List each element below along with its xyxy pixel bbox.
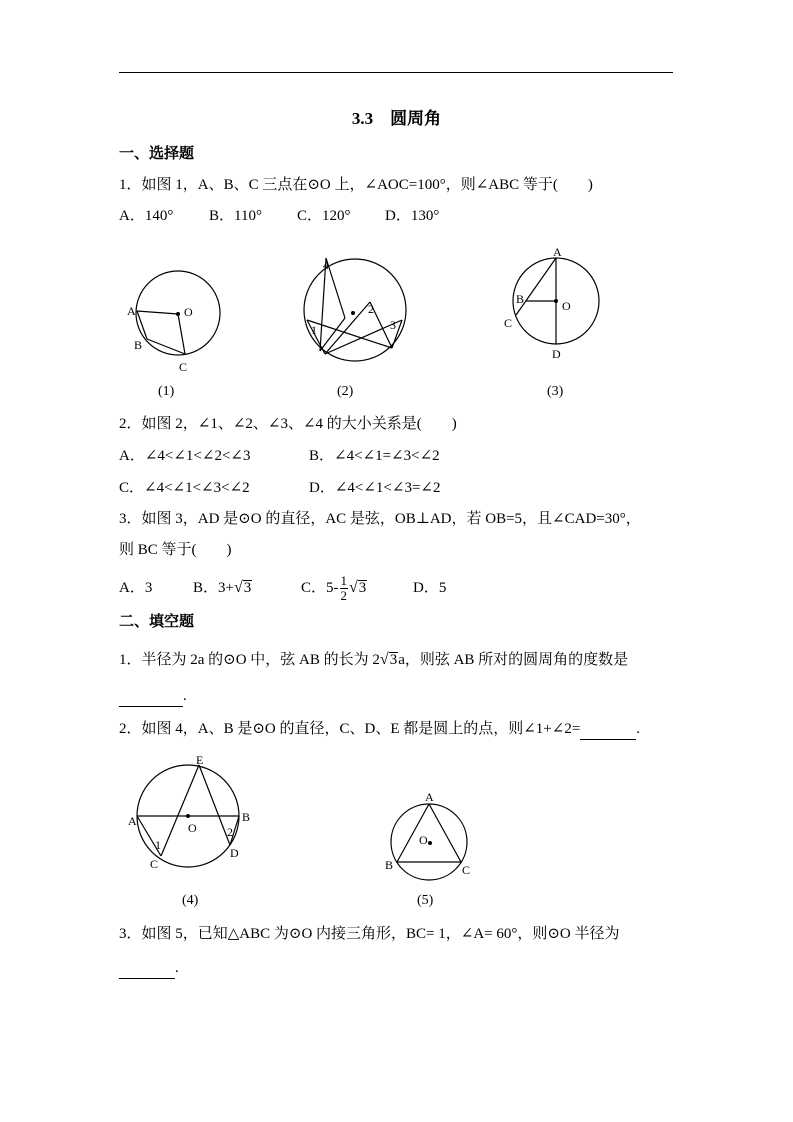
fig3-label-b: B: [516, 292, 525, 306]
fig5-line-ac: [429, 804, 461, 862]
fig4-label-o: O: [188, 821, 197, 835]
fig4-label-a: A: [128, 814, 137, 828]
radical-sign: √: [233, 578, 243, 596]
q2-stem: 2．如图 2，∠1、∠2、∠3、∠4 的大小关系是( ): [119, 416, 457, 432]
q3-option-c-sqrt: 3: [358, 579, 367, 596]
q3-option-b-prefix: B．3+: [193, 579, 234, 596]
q3-option-a: A．3: [119, 579, 153, 596]
fig1-label-c: C: [179, 360, 188, 374]
fig4-label-d: D: [230, 846, 239, 860]
section-choice: 一、选择题: [119, 146, 195, 162]
q1-option-c: C．120°: [297, 208, 351, 224]
fig2-label-4: 4: [323, 258, 329, 272]
q3-option-b-sqrt: 3: [243, 579, 252, 596]
fig5-label-o: O: [419, 833, 428, 847]
fig3-label-a: A: [553, 245, 562, 259]
fig2-caption: (2): [337, 384, 354, 399]
f3-answer-line: [119, 958, 179, 979]
fig4-label-b: B: [242, 810, 251, 824]
q1-stem: 1．如图 1，A、B、C 三点在⊙O 上，∠AOC=100°，则∠ABC 等于( ): [119, 177, 593, 193]
q3-option-d: D．5: [413, 579, 447, 596]
fig3-label-o: O: [562, 299, 571, 313]
section-fill: 二、填空题: [119, 614, 195, 630]
f1-suffix: a，则弦 AB 所对的圆周角的度数是: [398, 652, 629, 668]
radical-sign: √: [349, 578, 358, 596]
f2-end: .: [636, 721, 641, 737]
q3-option-c-prefix: C．5-: [301, 579, 339, 596]
fig5-center-dot: [428, 841, 432, 845]
fig5-label-a: A: [425, 790, 434, 804]
fig1-caption: (1): [158, 384, 175, 399]
fig5-label-c: C: [462, 863, 471, 877]
q3-stem-2: 则 BC 等于( ): [119, 542, 232, 558]
f1-sqrt: 3: [389, 652, 398, 668]
q2-option-d: D．∠4<∠1<∠3=∠2: [309, 480, 441, 496]
q2-option-a: A．∠4<∠1<∠2<∠3: [119, 448, 251, 464]
fig4-label-2: 2: [227, 825, 233, 839]
fig2-label-3: 3: [390, 318, 396, 332]
fraction-denominator: 2: [340, 588, 348, 603]
q1-option-d: D．130°: [385, 208, 440, 224]
fig1-label-o: O: [184, 305, 193, 319]
radical-sign: √: [379, 651, 389, 668]
fig4-label-1: 1: [155, 838, 161, 852]
page-title: 3.3 圆周角: [351, 109, 442, 128]
fig2-label-1: 1: [311, 323, 317, 337]
f3-end: .: [175, 960, 179, 976]
f1-end: .: [183, 688, 187, 704]
fig2-label-2: 2: [368, 302, 374, 316]
f2-stem: 2．如图 4，A、B 是⊙O 的直径，C、D、E 都是圆上的点，则∠1+∠2=: [119, 721, 581, 737]
fig4-caption: (4): [182, 893, 199, 908]
fig3-caption: (3): [547, 384, 564, 399]
f1-prefix: 1．半径为 2a 的⊙O 中，弦 AB 的长为 2: [119, 652, 380, 668]
q3-stem: 3．如图 3，AD 是⊙O 的直径，AC 是弦，OB⊥AD，若 OB=5，且∠CAD=30°，: [119, 511, 641, 527]
f3-stem: 3．如图 5，已知△ABC 为⊙O 内接三角形，BC= 1，∠A= 60°，则⊙O 半径为: [119, 926, 620, 942]
fig4-label-c: C: [150, 857, 159, 871]
fig3-label-d: D: [552, 347, 561, 361]
q2-option-c: C．∠4<∠1<∠3<∠2: [119, 480, 250, 496]
fig5-label-b: B: [385, 858, 394, 872]
q1-option-a: A．140°: [119, 208, 174, 224]
fig1-label-b: B: [134, 338, 143, 352]
fig5-caption: (5): [417, 893, 434, 908]
fraction-numerator: 1: [340, 573, 348, 588]
fig1-label-a: A: [127, 304, 136, 318]
f3-answer-blank[interactable]: [119, 958, 175, 979]
q2-option-b: B．∠4<∠1=∠3<∠2: [309, 448, 440, 464]
fig4-label-e: E: [196, 753, 204, 767]
fig3-label-c: C: [504, 316, 513, 330]
q1-option-b: B．110°: [209, 208, 262, 224]
